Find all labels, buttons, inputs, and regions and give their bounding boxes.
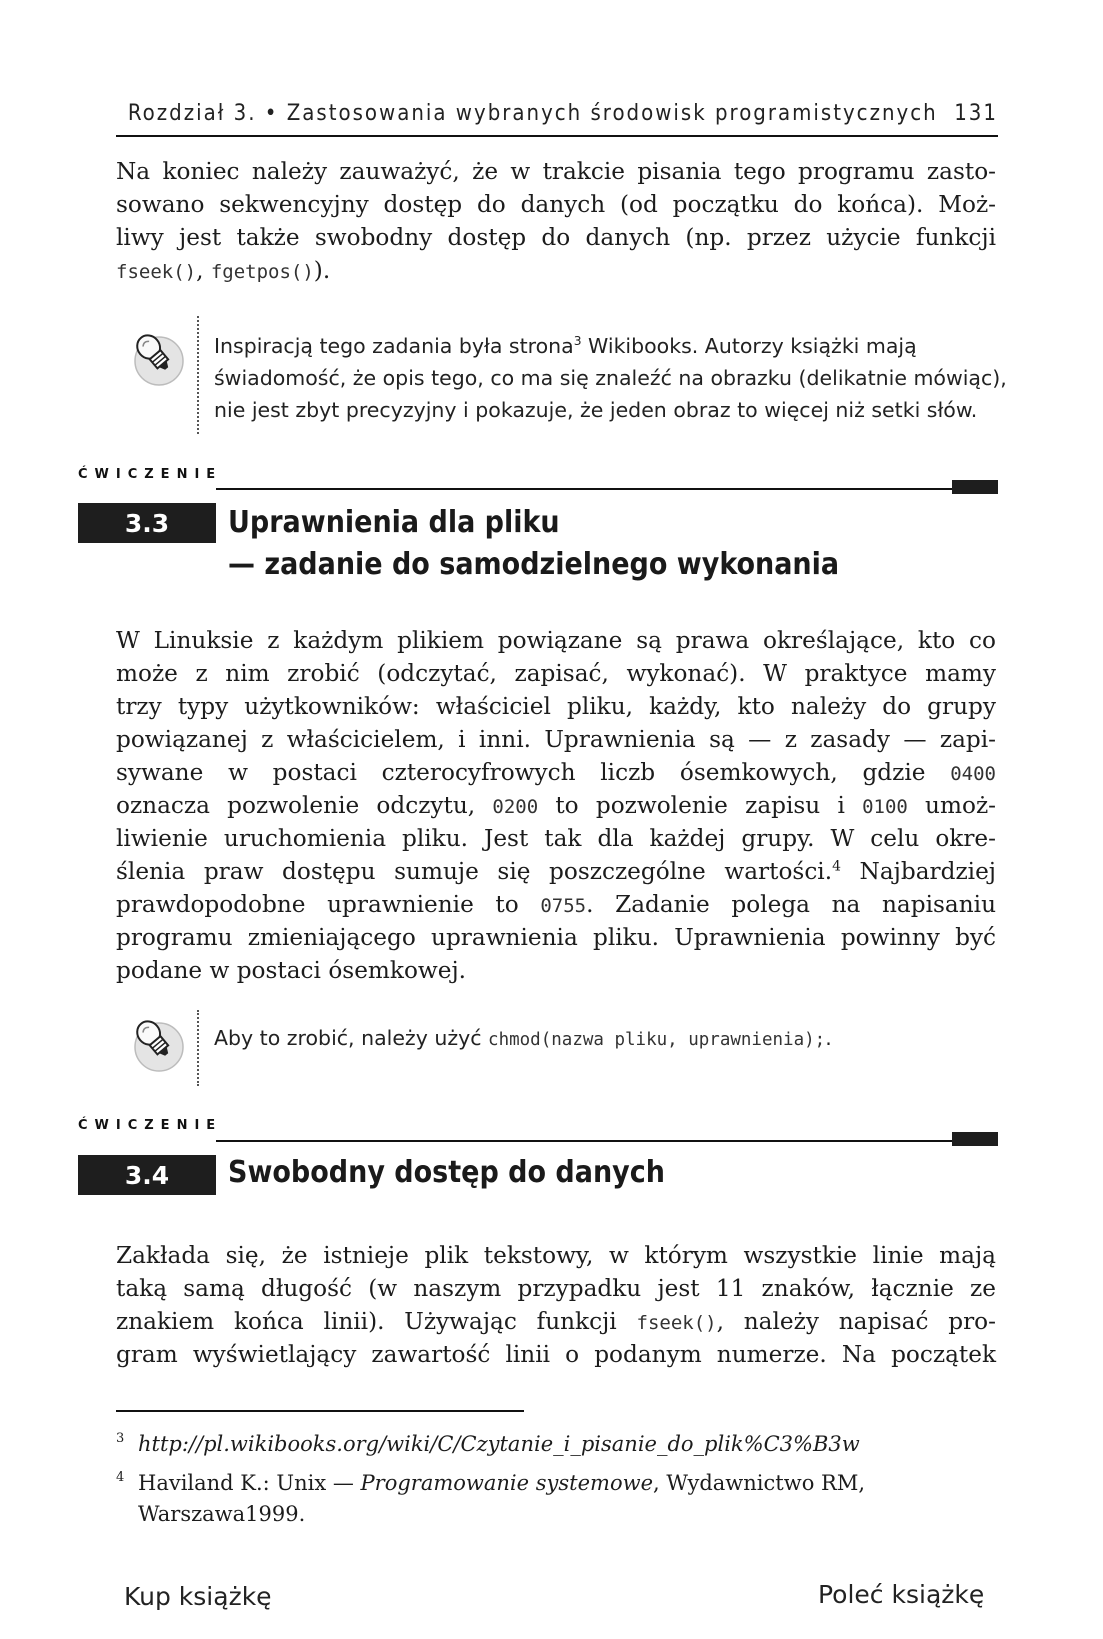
footnote-link[interactable]: http://pl.wikibooks.org/wiki/C/Czytanie_i_pisanie_do_plik%C3%B3w [138,1432,860,1456]
exercise-label: ĆWICZENIE [78,1118,223,1133]
text-line: W Linuksie z każdym plikiem powiązane są prawa określające, kto co [116,627,996,654]
lightbulb-icon [126,1012,188,1074]
footnote-ref: 3 [573,334,582,349]
exercise-title [228,1152,665,1194]
code-octal: 0400 [950,763,996,785]
text-line: prawdopodobne uprawnienie to 0755. Zadanie polega na napisaniu [116,891,997,918]
text-line: taką samą długość (w naszym przypadku jest 11 znaków, łącznie ze [116,1275,996,1302]
text-line: może z nim zrobić (odczytać, zapisać, wykonać). W praktyce mamy [116,660,996,687]
footnote-3 [116,1429,860,1460]
note-divider [197,1010,199,1086]
text-line: Na koniec należy zauważyć, że w trakcie pisania tego programu zasto- [116,158,996,185]
code-chmod: chmod(nazwa pliku, uprawnienia); [488,1030,826,1050]
text-line: trzy typy użytkowników: właściciel pliku, każdy, kto należy do grupy [116,693,996,720]
text-line: liwy jest także swobodny dostęp do danych (np. przez użycie funkcji [116,224,996,251]
text-line: liwienie uruchomienia pliku. Jest tak dla każdej grupy. W celu okre- [116,825,996,852]
text-line: Zakłada się, że istnieje plik tekstowy, w którym wszystkie linie mają [116,1242,996,1269]
text-line: gram wyświetlający zawartość linii o podanym numerze. Na początek [116,1341,996,1368]
page-number: 131 [954,101,998,126]
recommend-book-link[interactable]: Poleć książkę [818,1580,985,1609]
exercise-number: 3.3 [78,503,216,543]
lightbulb-icon [126,326,188,388]
body-paragraph [116,1239,996,1371]
footnote-ref: 4 [832,858,841,875]
note-text [214,330,1007,426]
exercise-number: 3.4 [78,1155,216,1195]
exercise-title-line: — zadanie do samodzielnego wykonania [228,547,840,582]
footnote-rule [116,1410,524,1412]
footnote-4: 4 Haviland K.: Unix — Programowanie systemowe, Wydawnictwo RM, Warszawa1999. [116,1468,865,1530]
text-line: sywane w postaci czterocyfrowych liczb ósemkowych, gdzie 0400 [116,759,996,786]
footnote-number: 3 [116,1431,125,1446]
text-line: znakiem końca linii). Używając funkcji fseek(), należy napisać pro- [116,1308,996,1335]
body-paragraph [116,624,996,987]
code-fgetpos: fgetpos() [210,261,314,283]
text-line: sowano sekwencyjny dostęp do danych (od początku do końca). Moż- [116,191,996,218]
text-line: oznacza pozwolenie odczytu, 0200 to pozwolenie zapisu i 0100 umoż- [116,792,996,819]
exercise-title-line: Uprawnienia dla pliku [228,505,560,540]
running-title: Rozdział 3. • Zastosowania wybranych środowisk programistycznych 131 [127,101,998,126]
exercise-rule [216,488,996,490]
code-octal: 0755 [540,895,587,917]
note-line: nie jest zbyt precyzyjny i pokazuje, że jeden obraz to więcej niż setki słów. [214,398,978,422]
exercise-title [228,502,839,586]
note-line: Inspiracją tego zadania była strona$^3$ Wikibooks. Autorzy książki mają [214,334,917,358]
code-octal: 0100 [862,796,908,818]
exercise-corner-block [952,480,998,494]
text-line: powiązanej z właścicielem, i inni. Uprawnienia są — z zasady — zapi- [116,726,996,753]
code-octal: 0200 [492,796,539,818]
running-header [116,101,998,137]
note-text: Aby to zrobić, należy użyć chmod(nazwa pliku, uprawnienia);. [214,1026,832,1050]
text-line: programu zmieniającego uprawnienia pliku. Uprawnienia powinny być [116,924,996,951]
note-line: świadomość, że opis tego, co ma się znaleźć na obrazku (delikatnie mówiąc), [214,366,1007,390]
code-fseek: fseek() [636,1312,717,1334]
note-divider [197,316,199,434]
buy-book-link[interactable]: Kup książkę [124,1582,272,1611]
exercise-title-line: Swobodny dostęp do danych [228,1155,665,1190]
exercise-label: ĆWICZENIE [78,467,223,482]
exercise-corner-block [952,1132,998,1146]
exercise-rule [216,1140,996,1142]
text-line: podane w postaci ósemkowej. [116,957,467,984]
code-fseek: fseek() [116,261,197,283]
intro-paragraph [116,155,996,287]
footnote-number: 4 [116,1470,125,1485]
text-line: ślenia praw dostępu sumuje się poszczególne wartości.$^4$ Najbardziej [116,858,996,885]
text-line: fseek(), fgetpos()). [116,257,331,284]
